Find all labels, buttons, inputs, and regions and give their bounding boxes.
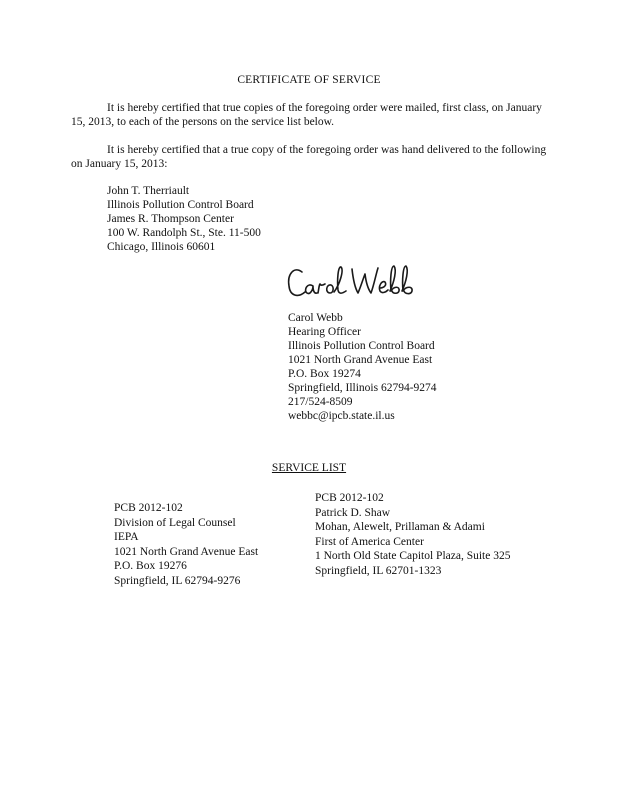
address-line: 100 W. Randolph St., Ste. 11-500 bbox=[107, 227, 261, 239]
service-list-left-entry bbox=[114, 501, 258, 588]
service-line: First of America Center bbox=[315, 535, 424, 548]
signer-name: Carol Webb bbox=[288, 312, 343, 324]
signer-phone: 217/524-8509 bbox=[288, 396, 353, 408]
signer-line: Springfield, Illinois 62794-9274 bbox=[288, 382, 437, 394]
address-line: Chicago, Illinois 60601 bbox=[107, 241, 216, 253]
signer-title: Hearing Officer bbox=[288, 326, 361, 338]
signer-line: 1021 North Grand Avenue East bbox=[288, 354, 433, 366]
service-line: P.O. Box 19276 bbox=[114, 560, 187, 572]
service-line: Springfield, IL 62794-9276 bbox=[114, 574, 241, 587]
handwritten-signature bbox=[286, 260, 426, 306]
signer-block bbox=[288, 311, 437, 423]
service-line: 1021 North Grand Avenue East bbox=[114, 545, 259, 558]
service-line: PCB 2012-102 bbox=[114, 502, 183, 514]
service-line: Patrick D. Shaw bbox=[315, 506, 391, 519]
signer-line: P.O. Box 19274 bbox=[288, 368, 361, 380]
service-line: Division of Legal Counsel bbox=[114, 516, 236, 529]
signer-email: webbc@ipcb.state.il.us bbox=[288, 410, 395, 422]
hand-delivery-certification-paragraph: It is hereby certified that a true copy of the foregoing order was hand delivered to the following on January 15, 2013: bbox=[71, 144, 547, 170]
hand-delivery-address bbox=[107, 184, 261, 254]
mailing-certification-paragraph: It is hereby certified that true copies of the foregoing order were mailed, first class, on January 15, 2013, to each of the persons on the service list below. bbox=[71, 102, 542, 128]
service-line: Mohan, Alewelt, Prillaman & Adami bbox=[315, 521, 485, 533]
service-line: 1 North Old State Capitol Plaza, Suite 325 bbox=[315, 550, 511, 562]
service-line: IEPA bbox=[114, 531, 139, 543]
certificate-title: CERTIFICATE OF SERVICE bbox=[237, 74, 381, 86]
address-line: John T. Therriault bbox=[107, 185, 190, 197]
service-line: Springfield, IL 62701-1323 bbox=[315, 564, 442, 577]
signer-line: Illinois Pollution Control Board bbox=[288, 340, 435, 352]
service-list-title: SERVICE LIST bbox=[271, 462, 347, 474]
address-line: Illinois Pollution Control Board bbox=[107, 199, 254, 211]
address-line: James R. Thompson Center bbox=[107, 213, 234, 225]
service-list-right-entry bbox=[315, 491, 510, 578]
service-line: PCB 2012-102 bbox=[315, 492, 384, 504]
